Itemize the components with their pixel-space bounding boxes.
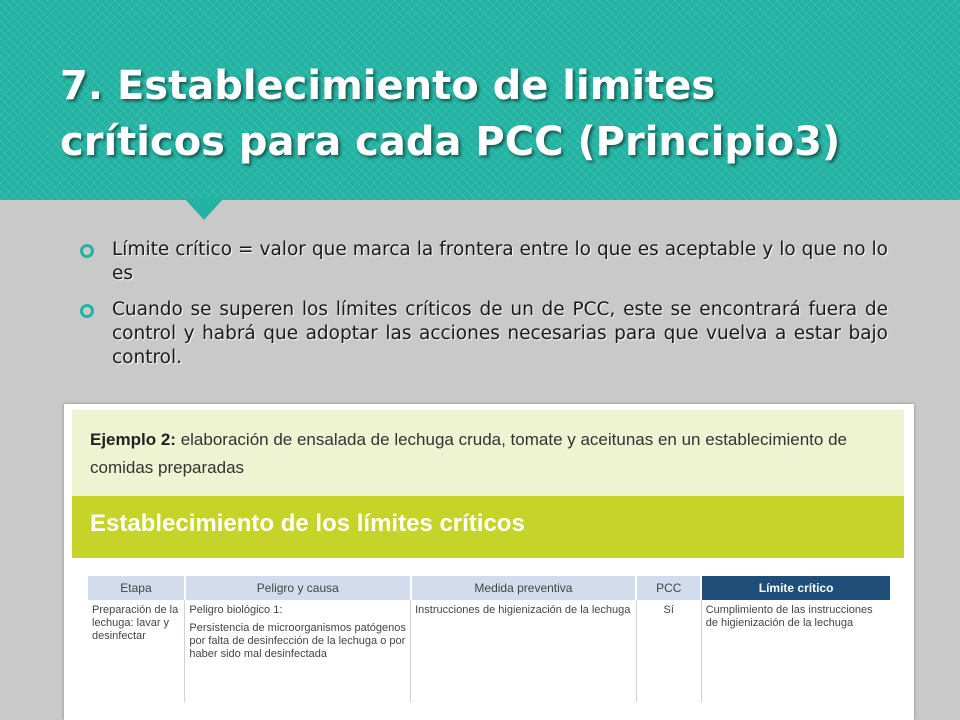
circle-bullet-icon xyxy=(80,304,94,318)
header-limite: Límite crítico xyxy=(701,576,891,600)
cell-limite: Cumplimiento de las instrucciones de higienización de la lechuga xyxy=(705,604,873,629)
cell-etapa: Preparación de la lechuga: lavar y desinfectar xyxy=(88,600,185,702)
example-image-panel xyxy=(64,404,914,720)
cell-pcc: Sí xyxy=(636,600,701,702)
example-caption xyxy=(72,410,904,496)
header-peligro: Peligro y causa xyxy=(185,576,411,600)
example-label: Ejemplo 2: xyxy=(90,430,176,449)
section-title: Establecimiento de los límites críticos xyxy=(72,496,904,558)
header-pcc: PCC xyxy=(636,576,701,600)
table-header-row xyxy=(88,576,891,600)
bullet-item xyxy=(80,238,888,286)
bullet-text: Cuando se superen los límites críticos de un de PCC, este se encontrará fuera de control y habrá que adoptar las acciones necesarias para que vuelva a estar bajo control. xyxy=(112,299,888,368)
table-row xyxy=(88,600,891,702)
header-medida: Medida preventiva xyxy=(411,576,637,600)
bullet-list xyxy=(80,238,888,382)
header-etapa: Etapa xyxy=(88,576,185,600)
slide-title xyxy=(60,58,920,170)
cell-peligro-title: Peligro biológico 1: xyxy=(189,604,283,616)
example-text: elaboración de ensalada de lechuga cruda, tomate y aceitunas en un establecimiento de comidas preparadas xyxy=(90,430,847,477)
bullet-text: Límite crítico = valor que marca la frontera entre lo que es aceptable y lo que no lo es xyxy=(112,239,888,284)
cell-medida: Instrucciones de higienización de la lechuga xyxy=(411,600,637,702)
title-band-notch xyxy=(184,198,224,220)
circle-bullet-icon xyxy=(80,244,94,258)
limits-table xyxy=(88,576,892,702)
slide-title-line-2: críticos para cada PCC (Principio3) xyxy=(60,119,841,165)
slide-title-line-1: 7. Establecimiento de limites xyxy=(60,63,716,109)
bullet-item xyxy=(80,298,888,370)
cell-peligro-detail: Persistencia de microorganismos patógenos por falta de desinfección de la lechuga o por haber sido mal desinfectada xyxy=(189,622,406,660)
cell-peligro xyxy=(185,600,411,702)
limits-table-wrap xyxy=(88,576,892,702)
